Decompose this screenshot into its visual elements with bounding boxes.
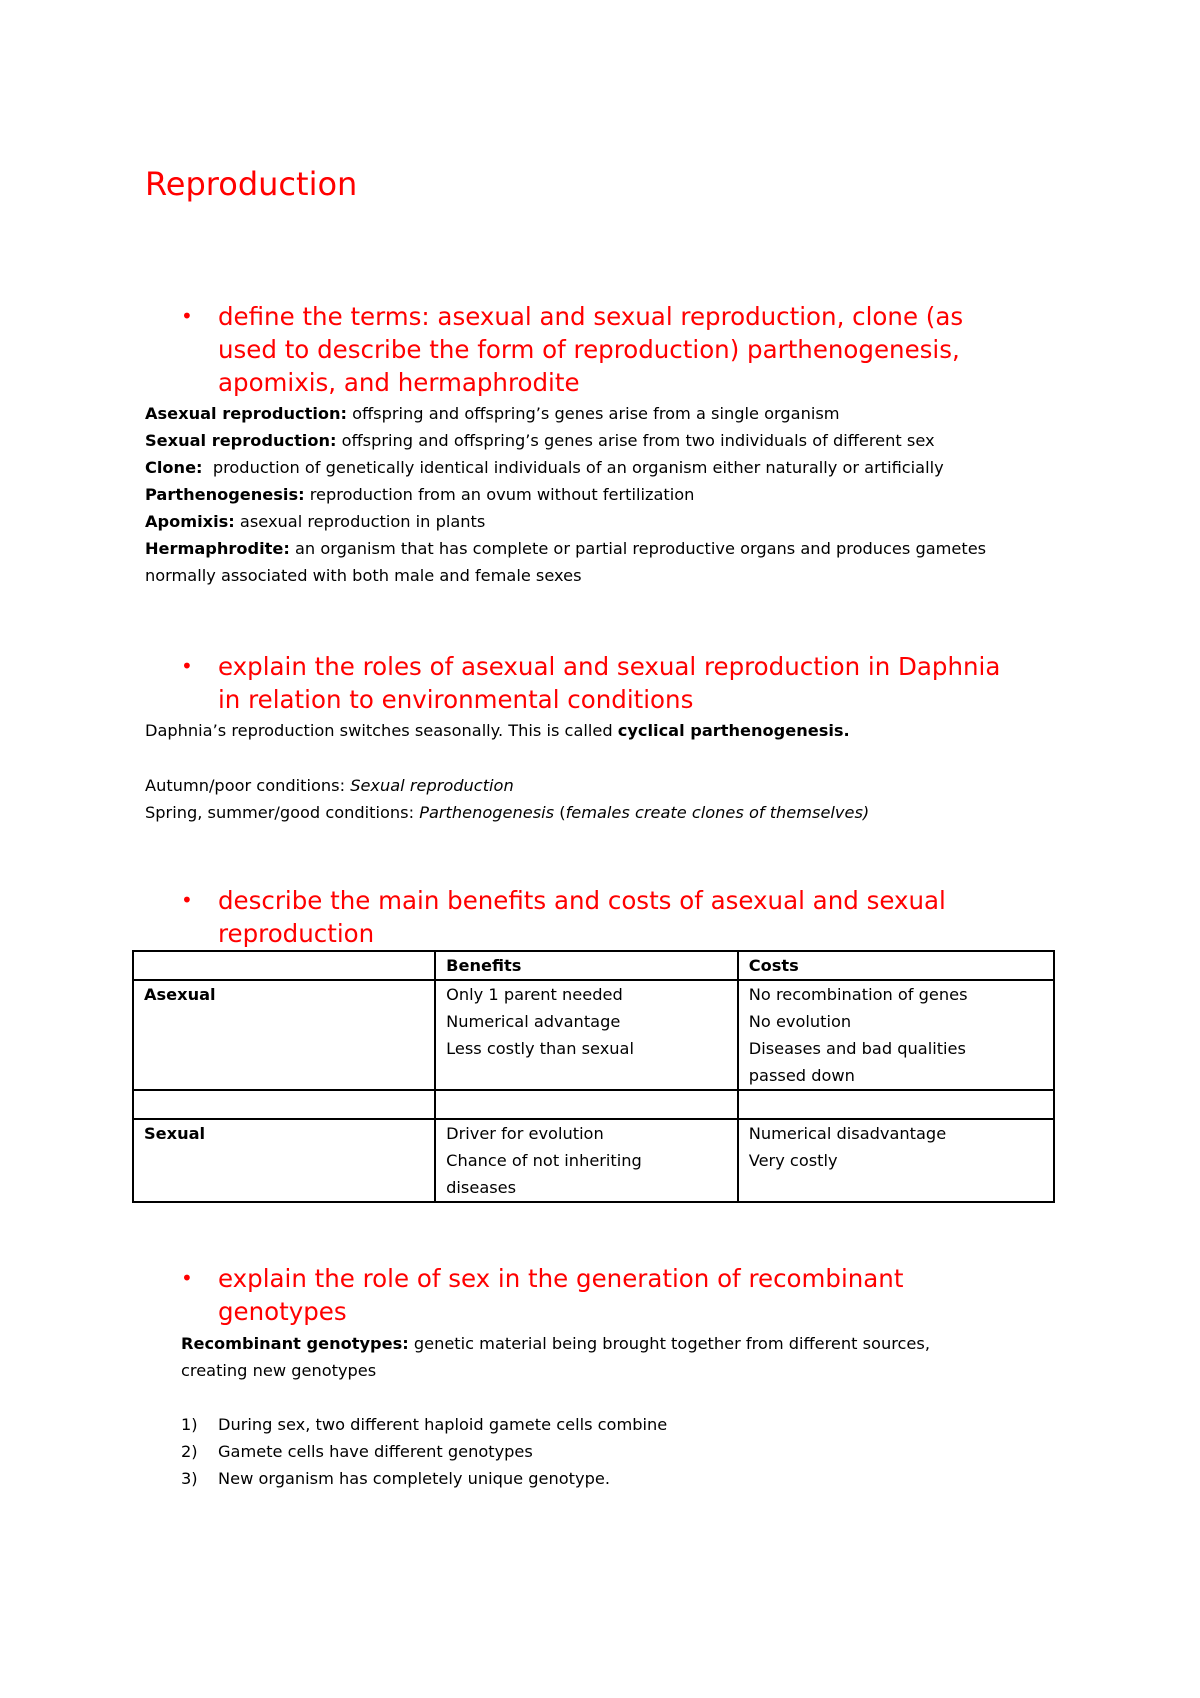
definition-term: Hermaphrodite: [145, 539, 290, 558]
heading-line: describe the main benefits and costs of asexual and sexual [218, 886, 946, 915]
table-row-label: Sexual [133, 1119, 435, 1202]
definition-text: genetic material being brought together from different sources, [408, 1334, 930, 1353]
table-cell-benefits: Driver for evolution Chance of not inheriting diseases [435, 1119, 738, 1202]
list-item [181, 1411, 667, 1438]
list-text: New organism has completely unique genotype. [218, 1469, 610, 1488]
spring-value: Parthenogenesis [419, 803, 555, 822]
spring-line [145, 799, 869, 826]
bullet-icon: • [181, 304, 193, 328]
bullet-icon: • [181, 888, 193, 912]
list-text: Gamete cells have different genotypes [218, 1442, 533, 1461]
section-heading-definitions [181, 300, 1081, 399]
definition-term: Asexual reproduction: [145, 404, 347, 423]
table-cell-benefits: Only 1 parent needed Numerical advantage Less costly than sexual [435, 980, 738, 1090]
definition-parthenogenesis [145, 481, 986, 508]
list-number: 3) [181, 1469, 198, 1488]
definition-term: Parthenogenesis: [145, 485, 305, 504]
section-heading-recombinant [181, 1262, 1081, 1328]
spring-note: females create clones of themselves) [565, 803, 870, 822]
table-header-row [133, 951, 1054, 980]
list-number: 1) [181, 1415, 198, 1434]
list-number: 2) [181, 1442, 198, 1461]
autumn-label: Autumn/poor conditions: [145, 776, 351, 795]
definition-hermaphrodite [145, 535, 986, 562]
list-text: During sex, two different haploid gamete cells combine [218, 1415, 668, 1434]
definition-apomixis [145, 508, 986, 535]
table-cell-costs: Numerical disadvantage Very costly [738, 1119, 1054, 1202]
heading-line: apomixis, and hermaphrodite [218, 368, 580, 397]
definition-text: offspring and offspring’s genes arise from a single organism [346, 404, 840, 423]
bullet-icon: • [181, 1266, 193, 1290]
definition-asexual [145, 400, 986, 427]
table-cell-empty [133, 1090, 435, 1119]
daphnia-intro [145, 717, 850, 744]
definition-text: reproduction from an ovum without fertilization [304, 485, 695, 504]
page-title: Reproduction [145, 165, 358, 203]
heading-line: define the terms: asexual and sexual reproduction, clone (as [218, 302, 964, 331]
definition-text: offspring and offspring’s genes arise from two individuals of different sex [336, 431, 935, 450]
section-heading-daphnia [181, 650, 1081, 716]
definition-continuation: normally associated with both male and female sexes [145, 566, 582, 585]
definition-clone [145, 454, 986, 481]
spring-label: Spring, summer/good conditions: [145, 803, 420, 822]
table-cell-costs: No recombination of genes No evolution Diseases and bad qualities passed down [738, 980, 1054, 1090]
definition-term: Apomixis: [145, 512, 235, 531]
heading-line: genotypes [218, 1297, 347, 1326]
daphnia-conditions [145, 772, 869, 826]
heading-line: used to describe the form of reproduction) parthenogenesis, [218, 335, 960, 364]
heading-line: explain the roles of asexual and sexual reproduction in Daphnia [218, 652, 1001, 681]
definitions-list [145, 400, 986, 589]
recombinant-definition [181, 1330, 930, 1384]
section-heading-benefits-costs [181, 884, 1081, 950]
definition-term: Sexual reproduction: [145, 431, 337, 450]
list-item [181, 1438, 667, 1465]
heading-line: reproduction [218, 919, 375, 948]
definition-term: Recombinant genotypes: [181, 1334, 409, 1353]
definition-continuation: creating new genotypes [181, 1361, 377, 1380]
table-header-cell: Costs [738, 951, 1054, 980]
bullet-icon: • [181, 654, 193, 678]
table-header-cell: Benefits [435, 951, 738, 980]
intro-bold: cyclical parthenogenesis. [617, 721, 850, 740]
definition-text: asexual reproduction in plants [234, 512, 486, 531]
table-row-label: Asexual [133, 980, 435, 1090]
definition-text: an organism that has complete or partial reproductive organs and produces gametes [289, 539, 987, 558]
table-row-empty [133, 1090, 1054, 1119]
heading-line: in relation to environmental conditions [218, 685, 694, 714]
recombinant-steps [181, 1411, 667, 1492]
autumn-value: Sexual reproduction [350, 776, 514, 795]
definition-text: production of genetically identical individuals of an organism either naturally or artificially [202, 458, 944, 477]
table-cell-empty [435, 1090, 738, 1119]
table-header-cell [133, 951, 435, 980]
definition-term: Clone: [145, 458, 203, 477]
spring-paren: ( [554, 803, 566, 822]
autumn-line [145, 772, 869, 799]
table-row [133, 1119, 1054, 1202]
intro-text: Daphnia’s reproduction switches seasonally. This is called [145, 721, 618, 740]
heading-line: explain the role of sex in the generation of recombinant [218, 1264, 904, 1293]
benefits-costs-table [132, 950, 1055, 1203]
list-item [181, 1465, 667, 1492]
table-cell-empty [738, 1090, 1054, 1119]
table-row [133, 980, 1054, 1090]
definition-sexual [145, 427, 986, 454]
